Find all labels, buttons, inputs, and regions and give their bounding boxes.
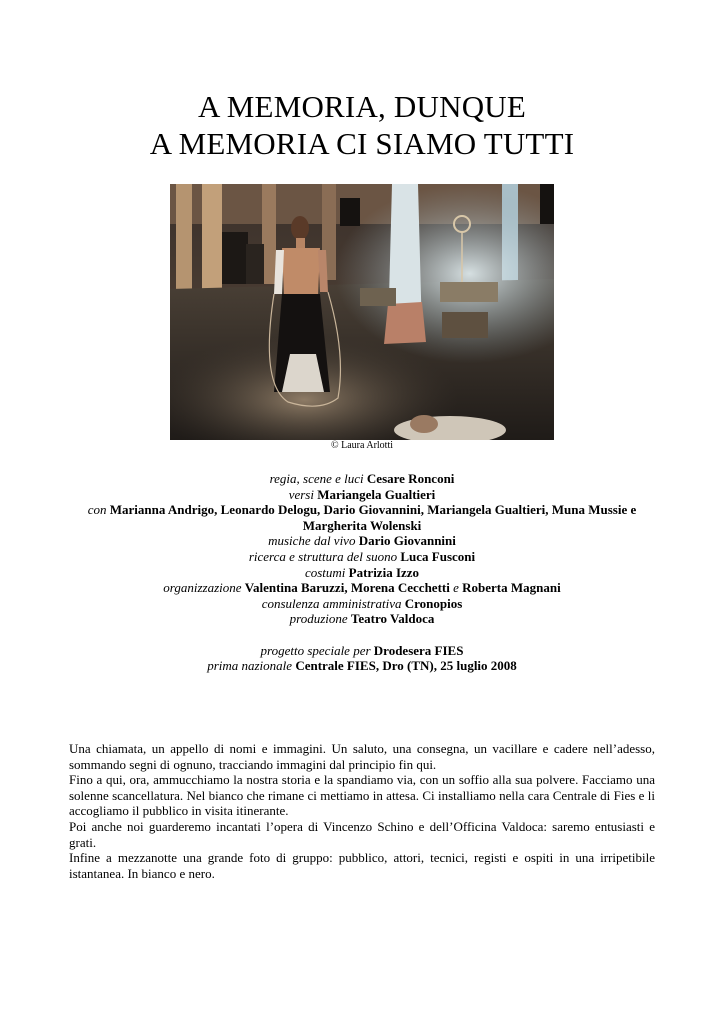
credits-block xyxy=(74,471,650,674)
credit-verses: versi Mariangela Gualtieri xyxy=(288,486,436,502)
credit-direction: regia, scene e luci Cesare Ronconi xyxy=(269,471,455,486)
project-premiere: prima nazionale Centrale FIES, Dro (TN), 25 luglio 2008 xyxy=(207,658,517,674)
credit-production: produzione Teatro Valdoca xyxy=(289,611,435,627)
credit-organization: organizzazione Valentina Baruzzi, Morena Cecchetti e Roberta Magnani xyxy=(163,580,561,596)
document-title xyxy=(0,88,724,162)
paragraph: Fino a qui, ora, ammucchiamo la nostra storia e la spandiamo via, con un soffio alla sua polvere. Facciamo una solenne scancellatura. Nel bianco che rimane ci mettiamo in attesa. Ci installiamo nella cara Centrale di Fies e li accogliamo il pubblico in visita itinerante. xyxy=(69,772,655,819)
credit-costumes: costumi Patrizia Izzo xyxy=(304,564,420,580)
description-text xyxy=(69,741,655,881)
credit-cast: con Marianna Andrigo, Leonardo Delogu, Dario Giovannini, Mariangela Gualtieri, Muna Mussie e Margherita Wolenski xyxy=(87,502,637,533)
stage-performance-photo xyxy=(170,184,554,440)
paragraph: Una chiamata, un appello di nomi e immagini. Un saluto, una consegna, un vacillare e cadere nell’adesso, sommando segni di ognuno, tracciando immagini dal principio fin qui. xyxy=(69,741,655,772)
credit-administration: consulenza amministrativa Cronopios xyxy=(261,595,463,611)
project-special: progetto speciale per Drodesera FIES xyxy=(260,642,464,658)
title-line-1: A MEMORIA, DUNQUE xyxy=(197,89,527,124)
credit-music: musiche dal vivo Dario Giovannini xyxy=(268,533,456,549)
credit-sound: ricerca e struttura del suono Luca Fusconi xyxy=(248,548,476,564)
paragraph: Infine a mezzanotte una grande foto di gruppo: pubblico, attori, tecnici, registi e ospiti in una irripetibile istantanea. In bianco e nero. xyxy=(69,850,655,881)
title-line-2: A MEMORIA CI SIAMO TUTTI xyxy=(149,126,575,161)
photo-credit: © Laura Arlotti xyxy=(330,440,394,451)
paragraph: Poi anche noi guarderemo incantati l’opera di Vincenzo Schino e dell’Officina Valdoca: saremo entusiasti e grati. xyxy=(69,818,655,850)
